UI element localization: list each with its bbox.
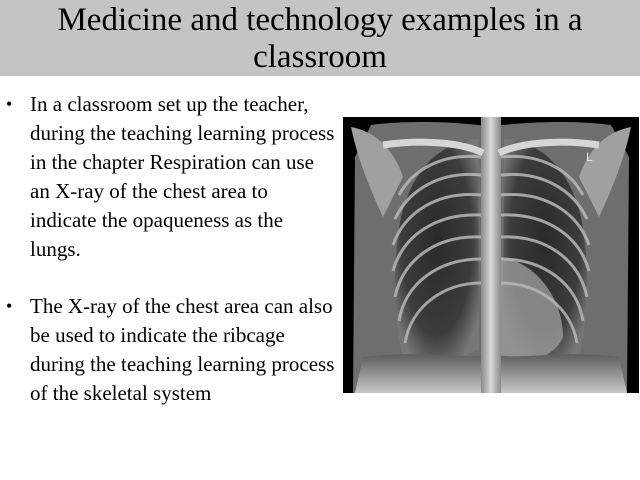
chest-xray-image — [343, 117, 639, 393]
bullet-item — [6, 292, 336, 408]
slide-title-line-1: Medicine and technology examples in a — [57, 2, 583, 38]
bullet-text: The X-ray of the chest area can also be used to indicate the ribcage during the teaching learning process of the skeletal system — [30, 294, 335, 405]
bullet-marker: • — [6, 94, 13, 114]
bullet-item — [6, 90, 336, 264]
xray-side-marker: L — [586, 150, 593, 164]
bullet-marker: • — [6, 296, 13, 316]
chest-xray-graphic — [343, 117, 639, 393]
bullet-text: In a classroom set up the teacher, during the teaching learning process in the chapter Respiration can use an X-ray of the chest area to indicate the opaqueness as the lungs. — [30, 92, 335, 261]
slide-title-line-2: classroom — [253, 39, 387, 75]
spine — [481, 117, 501, 393]
slide-title — [0, 2, 640, 76]
bullet-list — [6, 90, 336, 408]
